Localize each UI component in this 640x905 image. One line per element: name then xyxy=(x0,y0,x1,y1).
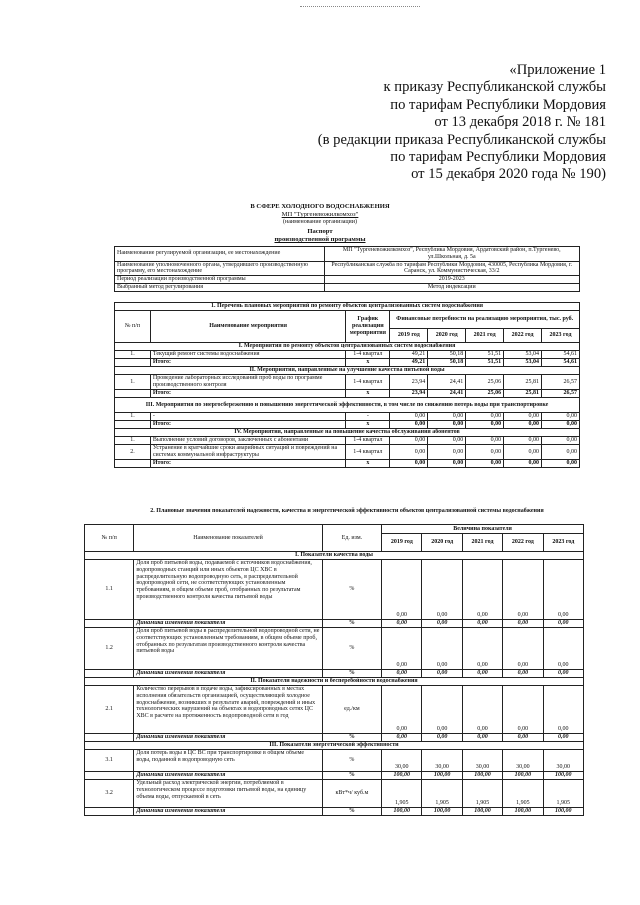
dynamics-row xyxy=(85,808,584,816)
cell-value: 0,00 xyxy=(543,560,583,620)
cell-value: 0,00 xyxy=(462,686,502,734)
year-header: 2020 год xyxy=(428,329,466,343)
year-header: 2023 год xyxy=(543,534,583,552)
row-number xyxy=(115,421,151,429)
cell-value: 53,04 xyxy=(504,359,542,367)
row-unit: % xyxy=(322,628,381,670)
row-number xyxy=(85,734,134,742)
table-row xyxy=(115,284,580,292)
cell-value: 30,00 xyxy=(462,750,502,772)
cell-value: 100,00 xyxy=(422,808,462,816)
column-header: Финансовые потребности на реализацию мероприятия, тыс. руб. xyxy=(390,311,580,329)
column-header: Наименование показателей xyxy=(134,525,322,552)
cell-value: 25,81 xyxy=(504,390,542,398)
section-title: I. Показатели качества воды xyxy=(85,552,584,560)
row-name: Доля проб питьевой воды, подаваемой с источников водоснабжения, водопроводных станций или иных объектов ЦС ХВС в распределительную водопроводную сеть, в распределительной водопроводной сети, не соответствующих установленным требованиям, в общем объеме проб, отобранных по результатам производственного контроля качества питьевой воды xyxy=(134,560,322,620)
row-name: Доля потерь воды в ЦС ВС при транспортировке в общем объеме воды, поданной в водопроводную сеть xyxy=(134,750,322,772)
cell-value: 0,00 xyxy=(462,628,502,670)
cell-value: 0,00 xyxy=(543,620,583,628)
cell-value: 0,00 xyxy=(428,421,466,429)
row-name: Количество перерывов в подаче воды, зафиксированных в местах исполнения обязательств организацией, осуществляющей холодное водоснабжение, возникших в результате аварий, повреждений и иных технологических нарушений на объектах и водопроводных сетях ЦС ХВС в расчете на протяженность водопроводной сети в год xyxy=(134,686,322,734)
column-header: Ед. изм. xyxy=(322,525,381,552)
row-name: Доля проб питьевой воды в распределительной водопроводной сети, не соответствующих установленным требованиям, в общем объеме проб, отобранных по результатам производственного контроля качества питьевой воды xyxy=(134,628,322,670)
row-unit: % xyxy=(322,560,381,620)
row-schedule: х xyxy=(346,460,390,468)
row-number: 3.2 xyxy=(85,780,134,808)
year-header: 2022 год xyxy=(503,534,543,552)
row-number: 1. xyxy=(115,375,151,390)
cell-value: 100,00 xyxy=(382,808,422,816)
cell-value: 0,00 xyxy=(382,620,422,628)
program-title: производственной программы xyxy=(274,236,366,243)
row-name: Удельный расход электрической энергии, потребляемой в технологическом процессе подготовки питьевой воды, на единицу объема воды, отпускаемой в сеть xyxy=(134,780,322,808)
row-unit: % xyxy=(322,734,381,742)
cell-value: 0,00 xyxy=(390,460,428,468)
cell-value: 0,00 xyxy=(462,670,502,678)
row-number xyxy=(85,808,134,816)
cell-value: 25,06 xyxy=(466,390,504,398)
cell-value: 0,00 xyxy=(542,437,580,445)
row-number: 3.1 xyxy=(85,750,134,772)
cell-value: 0,00 xyxy=(504,437,542,445)
cell-value: 0,00 xyxy=(466,413,504,421)
cell-value: 51,51 xyxy=(466,359,504,367)
table-row xyxy=(115,413,580,421)
cell-value: 50,18 xyxy=(428,359,466,367)
column-header: Величина показателя xyxy=(382,525,584,534)
info-value: Метод индексации xyxy=(324,284,579,292)
cell-value: 0,00 xyxy=(422,734,462,742)
section-title: II. Показатели надежности и бесперебойности водоснабжения xyxy=(85,678,584,686)
header-line: к приказу Республиканской службы xyxy=(383,79,606,96)
dynamics-row xyxy=(85,620,584,628)
row-number: 1.1 xyxy=(85,560,134,620)
row-schedule: - xyxy=(346,413,390,421)
cell-value: 26,57 xyxy=(542,390,580,398)
table-row xyxy=(85,628,584,670)
year-header: 2019 год xyxy=(390,329,428,343)
info-value: МП "Тургеневожилкомхоз", Республика Мордовия, Ардатовский район, п.Тургенево, ул.Школьная, д. 5а xyxy=(324,247,579,262)
cell-value: 1,905 xyxy=(543,780,583,808)
row-unit: ед./км xyxy=(322,686,381,734)
table-row xyxy=(115,437,580,445)
appendix-header xyxy=(318,62,606,184)
cell-value: 49,21 xyxy=(390,359,428,367)
dynamics-label: Динамика изменения показателя xyxy=(134,670,322,678)
cell-value: 100,00 xyxy=(503,808,543,816)
cell-value: 50,18 xyxy=(428,351,466,359)
cell-value: 53,04 xyxy=(504,351,542,359)
dynamics-row xyxy=(85,772,584,780)
cell-value: 0,00 xyxy=(542,460,580,468)
row-number xyxy=(115,390,151,398)
cell-value: 0,00 xyxy=(428,460,466,468)
year-header: 2021 год xyxy=(466,329,504,343)
row-name: Итого: xyxy=(150,460,345,468)
cell-value: 0,00 xyxy=(382,686,422,734)
row-schedule: х xyxy=(346,421,390,429)
cell-value: 100,00 xyxy=(422,772,462,780)
column-header: № п/п xyxy=(115,311,151,343)
dynamics-row xyxy=(85,734,584,742)
cell-value: 1,905 xyxy=(503,780,543,808)
cell-value: 30,00 xyxy=(382,750,422,772)
year-header: 2020 год xyxy=(422,534,462,552)
cell-value: 0,00 xyxy=(422,560,462,620)
table-row xyxy=(115,375,580,390)
row-schedule: 1-4 квартал xyxy=(346,445,390,460)
dynamics-label: Динамика изменения показателя xyxy=(134,734,322,742)
cell-value: 1,905 xyxy=(422,780,462,808)
dynamics-row xyxy=(85,670,584,678)
info-label: Выбранный метод регулирования xyxy=(115,284,325,292)
dynamics-label: Динамика изменения показателя xyxy=(134,808,322,816)
row-number: 1. xyxy=(115,413,151,421)
cell-value: 23,94 xyxy=(390,390,428,398)
table-row xyxy=(85,780,584,808)
dynamics-label: Динамика изменения показателя xyxy=(134,620,322,628)
info-label: Наименование регулируемой организации, ее местонахождение xyxy=(115,247,325,262)
cell-value: 0,00 xyxy=(382,560,422,620)
cell-value: 0,00 xyxy=(422,686,462,734)
cell-value: 0,00 xyxy=(422,670,462,678)
cell-value: 49,21 xyxy=(390,351,428,359)
total-row xyxy=(115,460,580,468)
row-number xyxy=(85,772,134,780)
cell-value: 24,41 xyxy=(428,375,466,390)
table-row xyxy=(115,247,580,262)
table-row xyxy=(115,351,580,359)
cell-value: 0,00 xyxy=(542,413,580,421)
table-row xyxy=(85,560,584,620)
section-row xyxy=(115,367,580,375)
section-title: II. Мероприятия, направленные на улучшение качества питьевой воды xyxy=(115,367,580,375)
indicators-title: 2. Плановые значения показателей надежности, качества и энергетической эффективности объектов централизованной системы водоснабжения xyxy=(150,508,544,514)
column-header: № п/п xyxy=(85,525,134,552)
row-name: Текущий ремонт системы водоснабжения xyxy=(150,351,345,359)
cell-value: 0,00 xyxy=(504,460,542,468)
cell-value: 0,00 xyxy=(466,437,504,445)
cell-value: 100,00 xyxy=(503,772,543,780)
row-number xyxy=(85,670,134,678)
year-header: 2021 год xyxy=(462,534,502,552)
header-line: «Приложение 1 xyxy=(509,62,606,78)
column-header: Наименование мероприятия xyxy=(150,311,345,343)
cell-value: 23,94 xyxy=(390,375,428,390)
year-header: 2022 год xyxy=(504,329,542,343)
row-number xyxy=(115,460,151,468)
cell-value: 1,905 xyxy=(462,780,502,808)
table-row xyxy=(115,445,580,460)
cell-value: 30,00 xyxy=(422,750,462,772)
repair-measures-table xyxy=(114,302,580,468)
section-title: IV. Мероприятия, направленные на повышение качества обслуживания абонентов xyxy=(115,429,580,437)
cell-value: 0,00 xyxy=(390,445,428,460)
row-name: Итого: xyxy=(150,390,345,398)
cell-value: 0,00 xyxy=(543,628,583,670)
row-schedule: х xyxy=(346,359,390,367)
header-line: (в редакции приказа Республиканской службы xyxy=(317,131,606,148)
cell-value: 0,00 xyxy=(543,734,583,742)
cell-value: 0,00 xyxy=(466,421,504,429)
header-line: по тарифам Республики Мордовия xyxy=(390,149,606,166)
cell-value: 0,00 xyxy=(390,413,428,421)
row-number xyxy=(85,620,134,628)
cell-value: 0,00 xyxy=(422,628,462,670)
row-schedule: 1-4 квартал xyxy=(346,375,390,390)
cell-value: 0,00 xyxy=(422,620,462,628)
year-header: 2019 год xyxy=(382,534,422,552)
cell-value: 26,57 xyxy=(542,375,580,390)
cell-value: 54,61 xyxy=(542,359,580,367)
row-name: - xyxy=(150,413,345,421)
cell-value: 100,00 xyxy=(462,808,502,816)
section-title: III. Мероприятия по энергосбережению и повышению энергетической эффективности, в том числе по снижению потерь воды при транспортировке xyxy=(115,398,580,413)
page-top-mark xyxy=(300,0,420,7)
cell-value: 0,00 xyxy=(543,670,583,678)
total-row xyxy=(115,390,580,398)
header-line: от 13 декабря 2018 г. № 181 xyxy=(434,114,606,131)
row-number: 2.1 xyxy=(85,686,134,734)
row-number: 1. xyxy=(115,351,151,359)
row-schedule: 1-4 квартал xyxy=(346,437,390,445)
cell-value: 0,00 xyxy=(503,686,543,734)
table-header-row xyxy=(85,525,584,534)
organization-caption: (наименование организации) xyxy=(283,219,357,225)
section-row xyxy=(115,398,580,413)
cell-value: 24,41 xyxy=(428,390,466,398)
cell-value: 0,00 xyxy=(462,560,502,620)
table-title: 1. Перечень плановых мероприятий по ремонту объектов централизованных систем водоснабжения xyxy=(115,303,580,311)
cell-value: 0,00 xyxy=(428,413,466,421)
dynamics-label: Динамика изменения показателя xyxy=(134,772,322,780)
info-value: 2019-2023 xyxy=(324,276,579,284)
cell-value: 0,00 xyxy=(504,445,542,460)
section-row xyxy=(85,742,584,750)
year-header: 2023 год xyxy=(542,329,580,343)
cell-value: 0,00 xyxy=(504,421,542,429)
row-unit: % xyxy=(322,808,381,816)
row-unit: % xyxy=(322,670,381,678)
header-line: по тарифам Республики Мордовия xyxy=(390,96,606,113)
info-label: Наименование уполномоченного органа, утвердившего производственную программу, его местонахождение xyxy=(115,261,325,276)
cell-value: 0,00 xyxy=(382,628,422,670)
row-number: 1.2 xyxy=(85,628,134,670)
cell-value: 25,06 xyxy=(466,375,504,390)
section-row xyxy=(85,552,584,560)
passport-title: Паспорт xyxy=(307,228,333,235)
row-name: Проведение лабораторных исследований проб воды по программе производственного контроля xyxy=(150,375,345,390)
total-row xyxy=(115,359,580,367)
cell-value: 0,00 xyxy=(390,421,428,429)
row-number: 2. xyxy=(115,445,151,460)
table-row xyxy=(85,750,584,772)
cell-value: 0,00 xyxy=(382,670,422,678)
table-row xyxy=(115,276,580,284)
passport-info-table xyxy=(114,246,580,292)
section-title: I. Мероприятия по ремонту объектов централизованных систем водоснабжения xyxy=(115,343,580,351)
cell-value: 0,00 xyxy=(462,734,502,742)
cell-value: 0,00 xyxy=(543,686,583,734)
cell-value: 51,51 xyxy=(466,351,504,359)
header-line: от 15 декабря 2020 года № 190) xyxy=(411,166,606,183)
cell-value: 0,00 xyxy=(466,460,504,468)
cell-value: 30,00 xyxy=(543,750,583,772)
cell-value: 1,905 xyxy=(382,780,422,808)
cell-value: 54,61 xyxy=(542,351,580,359)
row-unit: % xyxy=(322,620,381,628)
cell-value: 0,00 xyxy=(542,421,580,429)
cell-value: 30,00 xyxy=(503,750,543,772)
cell-value: 0,00 xyxy=(504,413,542,421)
cell-value: 0,00 xyxy=(428,445,466,460)
organization-name: МП "Тургеневожилкомхоз" xyxy=(281,211,359,218)
row-name: Устранение в кратчайшие сроки аварийных ситуаций и повреждений на системах коммунальной инфраструктуры xyxy=(150,445,345,460)
row-unit: кВт*ч/ куб.м xyxy=(322,780,381,808)
section-title: III. Показатели энергетической эффективности xyxy=(85,742,584,750)
table-row xyxy=(115,261,580,276)
column-header: График реализации мероприятия xyxy=(346,311,390,343)
cell-value: 0,00 xyxy=(428,437,466,445)
cell-value: 25,81 xyxy=(504,375,542,390)
section-row xyxy=(115,343,580,351)
sphere-title: В СФЕРЕ ХОЛОДНОГО ВОДОСНАБЖЕНИЯ xyxy=(250,203,390,210)
row-unit: % xyxy=(322,772,381,780)
cell-value: 100,00 xyxy=(462,772,502,780)
table-title-row xyxy=(115,303,580,311)
cell-value: 0,00 xyxy=(503,670,543,678)
info-value: Республиканская служба по тарифам Республики Мордовия, 430005, Республика Мордовия, г. Саранск, ул. Коммунистическая, 33/2 xyxy=(324,261,579,276)
row-unit: % xyxy=(322,750,381,772)
section-row xyxy=(115,429,580,437)
row-name: Итого: xyxy=(150,359,345,367)
cell-value: 0,00 xyxy=(542,445,580,460)
table-header-row xyxy=(115,311,580,329)
cell-value: 0,00 xyxy=(382,734,422,742)
row-name: Итого: xyxy=(150,421,345,429)
cell-value: 0,00 xyxy=(390,437,428,445)
cell-value: 0,00 xyxy=(462,620,502,628)
row-schedule: 1-4 квартал xyxy=(346,351,390,359)
row-name: Выполнение условий договоров, заключенных с абонентами xyxy=(150,437,345,445)
cell-value: 0,00 xyxy=(466,445,504,460)
total-row xyxy=(115,421,580,429)
table-row xyxy=(85,686,584,734)
cell-value: 0,00 xyxy=(503,734,543,742)
info-label: Период реализации производственной программы xyxy=(115,276,325,284)
row-schedule: х xyxy=(346,390,390,398)
cell-value: 0,00 xyxy=(503,628,543,670)
cell-value: 0,00 xyxy=(503,620,543,628)
indicators-table xyxy=(84,524,584,816)
section-row xyxy=(85,678,584,686)
cell-value: 100,00 xyxy=(543,808,583,816)
row-number: 1. xyxy=(115,437,151,445)
cell-value: 100,00 xyxy=(382,772,422,780)
cell-value: 0,00 xyxy=(503,560,543,620)
row-number xyxy=(115,359,151,367)
cell-value: 100,00 xyxy=(543,772,583,780)
